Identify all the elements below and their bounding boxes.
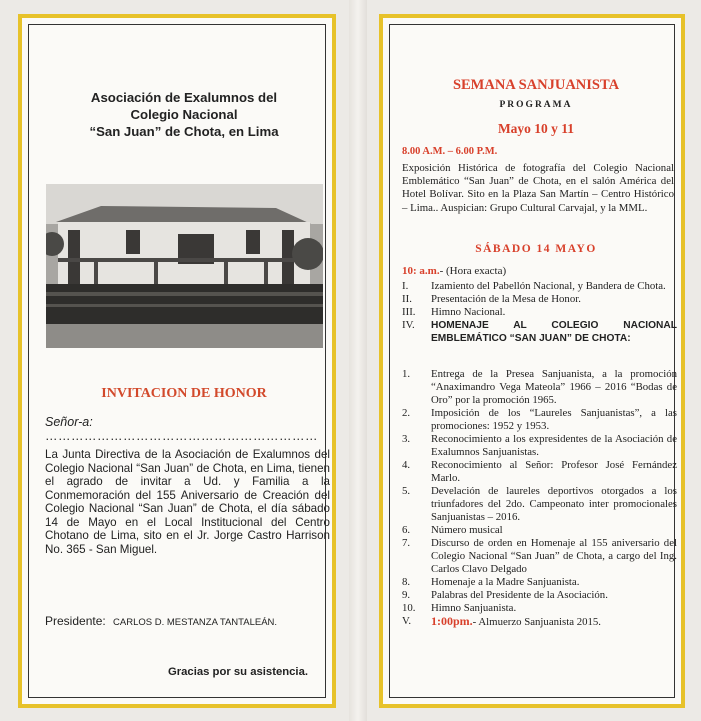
item-text: Homenaje a la Madre Sanjuanista.	[431, 576, 580, 588]
invitation-body: La Junta Directiva de la Asociación de Exalumnos del Colegio Nacional “San Juan” de Chota, en Lima, tienen el agrado de invitar a Ud. y Familia a la Conmemoración del 155 Aniversario de Creación del Colegio Nacional “San Juan” de Chota, el día sábado 14 de Mayo en el Local Institucional del Centro Chotano de Lima, sito en el Jr. Jorge Castro Harrison No. 365 - San Miguel.	[45, 448, 330, 556]
list-item	[402, 293, 677, 306]
item-text: Izamiento del Pabellón Nacional, y Bandera de Chota.	[431, 280, 666, 292]
list-item	[402, 306, 677, 319]
list-item	[402, 485, 677, 524]
saturday-heading: SÁBADO 14 MAYO	[475, 243, 597, 255]
program-panel	[379, 14, 685, 708]
list-item	[402, 368, 677, 407]
item-number: V.	[402, 615, 412, 627]
invitation-title: INVITACION DE HONOR	[101, 386, 267, 401]
recipient-dots: ………………………………………………………	[45, 429, 318, 443]
page-fold	[349, 0, 367, 721]
item-text: Presentación de la Mesa de Honor.	[431, 293, 581, 305]
item-text: Himno Nacional.	[431, 306, 506, 318]
item-number: 9.	[402, 589, 411, 601]
item-number: III.	[402, 306, 416, 318]
item-text: Develación de laureles deportivos otorgados a los triunfadores del 2do. Campeonato inter promocionales Sanjuanistas – 2016.	[431, 485, 677, 523]
item-number: 2.	[402, 407, 411, 419]
ceremony-time-value: 10: a.m.	[402, 265, 440, 277]
item-number: 10.	[402, 602, 416, 614]
org-line-2: Colegio Nacional	[130, 107, 238, 122]
program-title: SEMANA SANJUANISTA	[452, 77, 620, 93]
item-text: Himno Sanjuanista.	[431, 602, 517, 614]
item-number: 4.	[402, 459, 411, 471]
list-item	[402, 524, 677, 537]
numbered-list	[402, 368, 677, 629]
list-item	[402, 537, 677, 576]
ceremony-time-note: - (Hora exacta)	[439, 265, 507, 277]
item-number: I.	[402, 280, 409, 292]
item-number: II.	[402, 293, 412, 305]
president-label: Presidente:	[45, 614, 106, 628]
list-item	[402, 576, 677, 589]
list-item	[402, 407, 677, 433]
recipient-label: Señor-a:	[45, 415, 93, 429]
item-text: Reconocimiento al Señor: Profesor José Fernández Marlo.	[431, 459, 677, 484]
item-text: Discurso de orden en Homenaje al 155 aniversario del Colegio Nacional “San Juan” de Chota, a cargo del Ing. Carlos Clavo Delgado	[431, 537, 677, 575]
item-number: 6.	[402, 524, 411, 536]
item-text: Entrega de la Presea Sanjuanista, a la promoción “Anaximandro Vega Mateola” 1966 – 2016 “Bodas de Oro” por la promoción 1965.	[431, 368, 677, 406]
ceremony-time	[402, 265, 506, 277]
lunch-text: - Almuerzo Sanjuanista 2015.	[472, 616, 602, 628]
roman-list	[402, 280, 677, 345]
list-item	[402, 433, 677, 459]
program-subtitle: PROGRAMA	[499, 100, 573, 110]
recipient-line	[45, 415, 332, 443]
list-item	[402, 280, 677, 293]
item-number: 3.	[402, 433, 411, 445]
organization-heading	[42, 89, 326, 140]
program-dates: Mayo 10 y 11	[497, 121, 575, 136]
exposition-time: 8.00 A.M. – 6.00 P.M.	[402, 146, 498, 157]
item-number: 7.	[402, 537, 411, 549]
item-text: Palabras del Presidente de la Asociación.	[431, 589, 608, 601]
org-line-3: “San Juan” de Chota, en Lima	[89, 124, 279, 139]
item-number: 8.	[402, 576, 411, 588]
photo-illustration	[46, 184, 323, 348]
org-line-1: Asociación de Exalumnos del	[90, 90, 278, 105]
exposition-text: Exposición Histórica de fotografía del Colegio Nacional Emblemático “San Juan” de Chota, en el salón América del Hotel Bolívar. Sito en la Plaza San Martín – Centro Histórico – Lima.. Auspician: Grupo Cultural Carvajal, y la MML.	[402, 162, 674, 214]
list-item-lunch	[402, 615, 677, 629]
item-text: HOMENAJE AL COLEGIO NACIONAL EMBLEMÁTICO “SAN JUAN” DE CHOTA:	[431, 320, 677, 344]
item-text: Número musical	[431, 524, 503, 536]
list-item	[402, 459, 677, 485]
item-number: 1.	[402, 368, 411, 380]
president-line	[45, 614, 277, 628]
item-text	[431, 615, 677, 629]
invitation-panel	[18, 14, 336, 708]
president-name: CARLOS D. MESTANZA TANTALEÁN.	[113, 617, 278, 628]
thanks-text: Gracias por su asistencia.	[167, 666, 308, 678]
list-item	[402, 589, 677, 602]
list-item	[402, 319, 677, 345]
item-number: 5.	[402, 485, 411, 497]
school-historical-photo	[46, 184, 323, 348]
item-text: Reconocimiento a los expresidentes de la Asociación de Exalumnos Sanjuanistas.	[431, 433, 677, 458]
item-number: IV.	[402, 319, 415, 331]
item-text: Imposición de los “Laureles Sanjuanistas”, a las promociones: 1952 y 1953.	[431, 407, 677, 432]
lunch-time: 1:00pm.	[431, 614, 473, 628]
